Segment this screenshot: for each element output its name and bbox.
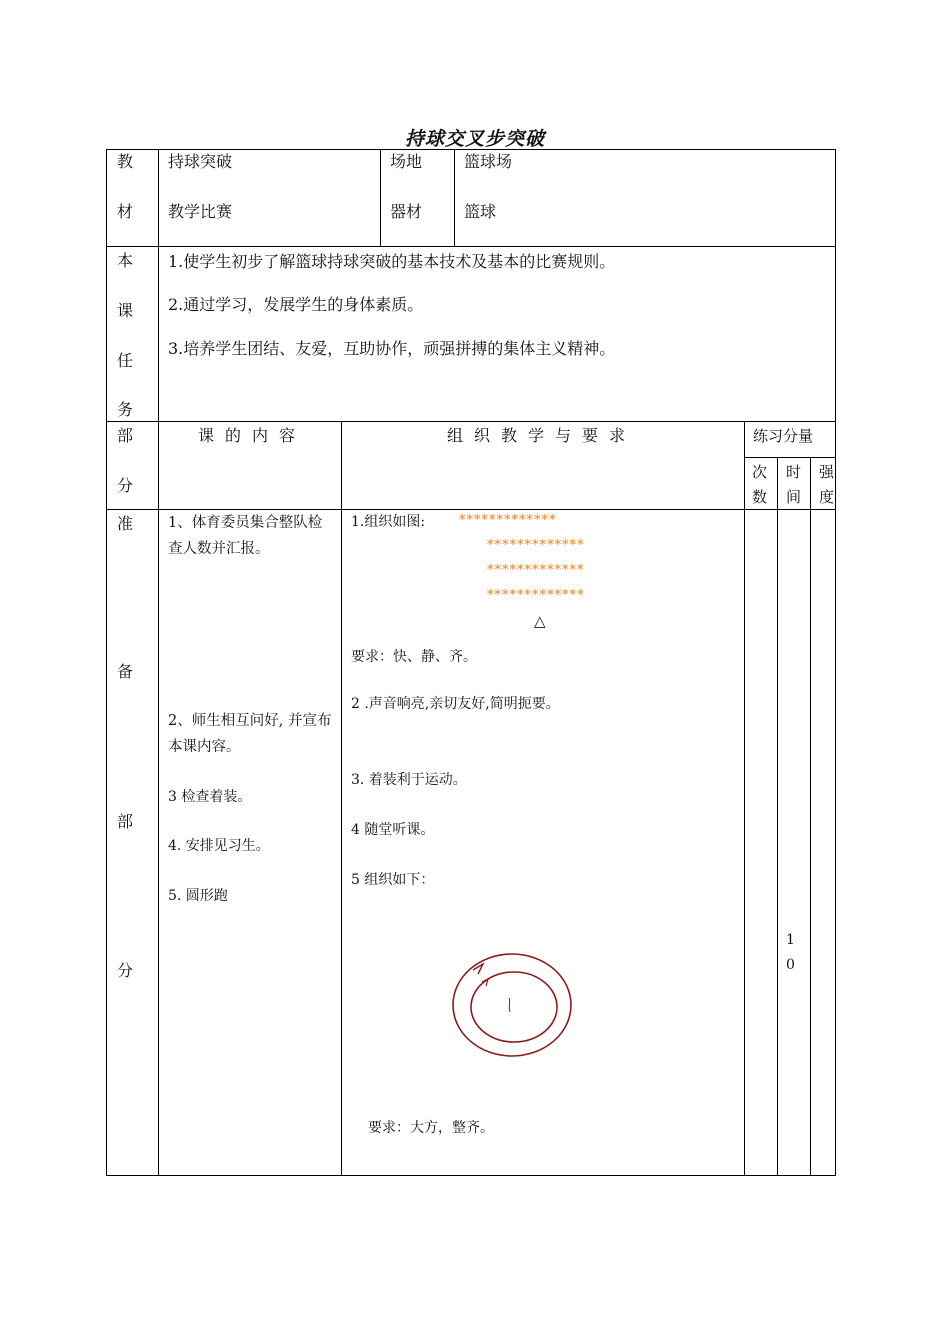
venue-value: 篮球场: [464, 152, 513, 171]
header-part-char: 分: [117, 476, 134, 495]
material-item: 持球突破: [168, 152, 233, 171]
org-item: 3. 着装利于运动。: [351, 772, 467, 788]
venue-label: 场地: [390, 152, 423, 171]
formation-row: *************: [487, 563, 585, 578]
page-title: 持球交叉步突破: [404, 128, 545, 150]
formation-row: *************: [459, 513, 557, 528]
materials-label-char: 教: [117, 152, 134, 171]
prep-time-char: 1: [786, 932, 795, 948]
task-label-char: 任: [117, 351, 134, 370]
header-count-char: 数: [752, 488, 768, 506]
prep-part-char: 准: [117, 514, 134, 533]
header-part-char: 部: [117, 426, 134, 445]
materials-label-char: 材: [117, 202, 134, 221]
requirement-text: 要求：大方，整齐。: [368, 1120, 494, 1136]
prep-content-item: 3 检查着装。: [168, 789, 252, 805]
task-label-char: 课: [117, 301, 134, 320]
equipment-label: 器材: [390, 202, 423, 221]
header-content: 课的内容: [198, 426, 307, 445]
material-item: 教学比赛: [168, 202, 233, 221]
circle-run-diagram: [445, 948, 580, 1063]
prep-content-item: 4. 安排见习生。: [168, 838, 270, 854]
prep-content-item: 5. 圆形跑: [168, 888, 228, 904]
equipment-value: 篮球: [464, 202, 497, 221]
prep-content-item: 1、体育委员集合整队检查人数并汇报。: [168, 515, 323, 557]
prep-part-char: 备: [117, 662, 134, 681]
formation-row: *************: [487, 538, 585, 553]
header-intensity-char: 度: [819, 488, 835, 506]
prep-content-item: 2、师生相互问好, 并宣布本课内容。: [168, 713, 332, 755]
prep-time-char: 0: [786, 957, 795, 973]
task-item: 1.使学生初步了解篮球持球突破的基本技术及基本的比赛规则。: [168, 252, 616, 271]
header-practice: 练习分量: [753, 427, 814, 445]
org-item: 4 随堂听课。: [351, 822, 435, 838]
task-item: 2.通过学习，发展学生的身体素质。: [168, 295, 424, 314]
teacher-symbol: △: [534, 612, 546, 630]
header-count-char: 次: [752, 463, 768, 481]
header-organization: 组织教学与要求: [447, 426, 637, 445]
prep-part-char: 部: [117, 812, 134, 831]
requirement-text: 要求：快、静、齐。: [351, 649, 477, 665]
task-item: 3.培养学生团结、友爱，互助协作，顽强拼搏的集体主义精神。: [168, 339, 616, 358]
inner-track: [471, 972, 557, 1042]
header-time-char: 间: [786, 488, 802, 506]
task-label-char: 本: [117, 251, 134, 270]
org-item: 2 .声音响亮,亲切友好,简明扼要。: [351, 696, 560, 712]
task-label-char: 务: [117, 400, 134, 419]
runner-mark-icon: [509, 998, 510, 1012]
formation-label: 1.组织如图:: [351, 514, 426, 530]
header-intensity-char: 强: [819, 463, 835, 481]
formation-row: *************: [487, 588, 585, 603]
prep-part-char: 分: [117, 961, 134, 980]
org-item: 5 组织如下：: [351, 872, 435, 888]
header-time-char: 时: [786, 463, 802, 481]
